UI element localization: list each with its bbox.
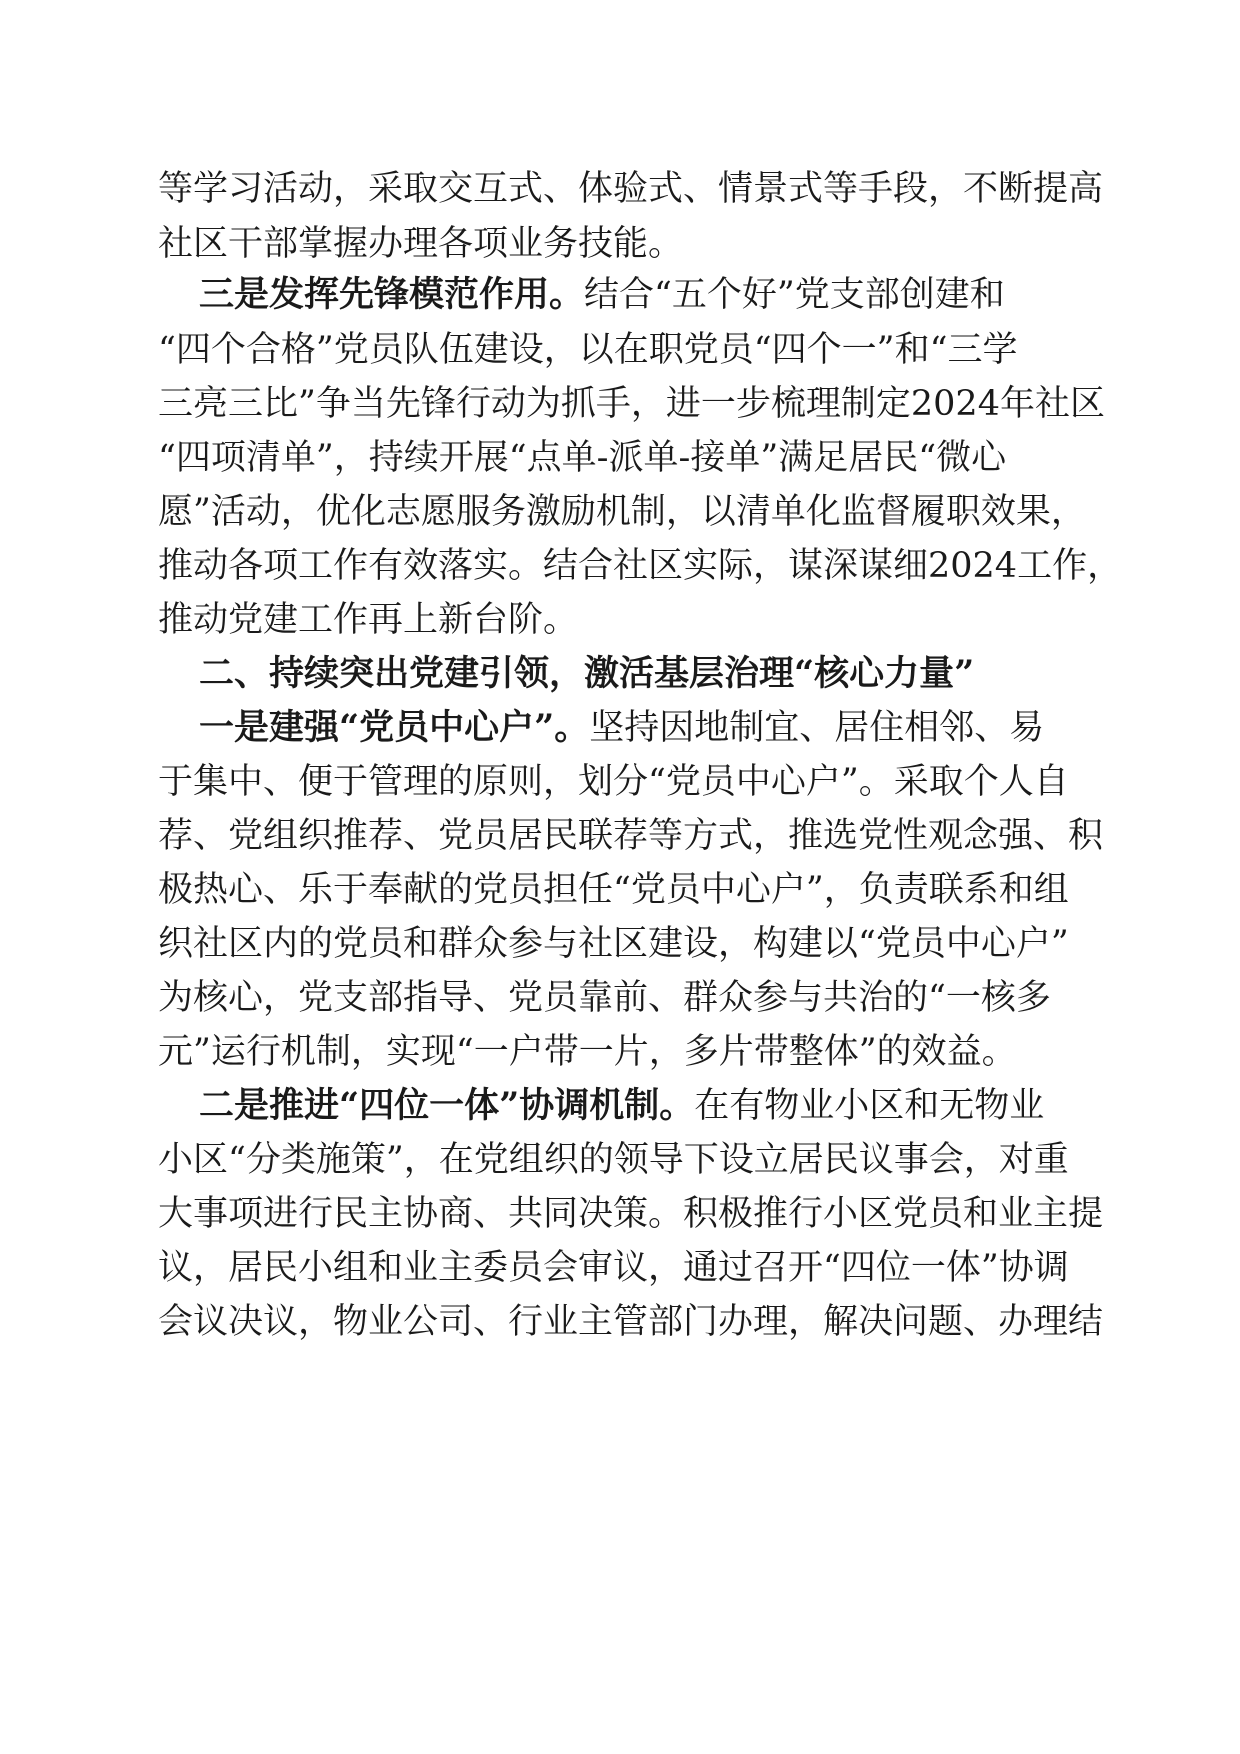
body-text-line: 大事项进行民主协商、共同决策。积极推行小区党员和业主提 xyxy=(158,1194,1104,1234)
body-text-line: 等学习活动，采取交互式、体验式、情景式等手段，不断提高 xyxy=(158,169,1104,209)
body-text-line: “四个合格”党员队伍建设，以在职党员“四个一”和“三学 xyxy=(158,330,1018,370)
body-text-line: 极热心、乐于奉献的党员担任“党员中心户”，负责联系和组 xyxy=(158,870,1069,910)
section-heading: 二、持续突出党建引领，激活基层治理“核心力量” xyxy=(199,653,975,694)
body-text-line: 推动党建工作再上新台阶。 xyxy=(158,600,579,640)
paragraph-line xyxy=(199,273,1005,317)
body-text: 结合“五个好”党支部创建和 xyxy=(584,275,1005,315)
body-text-line: 荐、党组织推荐、党员居民联荐等方式，推选党性观念强、积 xyxy=(158,816,1104,856)
body-text-line: 愿”活动，优化志愿服务激励机制，以清单化监督履职效果， xyxy=(158,492,1086,532)
body-text-line: 会议决议，物业公司、行业主管部门办理，解决问题、办理结 xyxy=(158,1302,1104,1342)
paragraph-heading: 三是发挥先锋模范作用。 xyxy=(199,274,585,315)
body-text-line: 为核心，党支部指导、党员靠前、群众参与共治的“一核多 xyxy=(158,978,1051,1018)
body-text: 坚持因地制宜、居住相邻、易 xyxy=(589,708,1045,748)
body-text-line: 小区“分类施策”，在党组织的领导下设立居民议事会，对重 xyxy=(158,1140,1069,1180)
body-text-line: “四项清单”，持续开展“点单-派单-接单”满足居民“微心 xyxy=(158,438,1007,478)
body-text-line: 议，居民小组和业主委员会审议，通过召开“四位一体”协调 xyxy=(158,1248,1069,1288)
paragraph-heading: 一是建强“党员中心户”。 xyxy=(199,707,590,748)
body-text-line: 三亮三比”争当先锋行动为抓手，进一步梳理制定2024年社区 xyxy=(158,384,1105,424)
paragraph-heading: 二是推进“四位一体”协调机制。 xyxy=(199,1085,695,1126)
body-text-line: 推动各项工作有效落实。结合社区实际，谋深谋细2024工作， xyxy=(158,546,1123,586)
body-text-line: 元”运行机制，实现“一户带一片，多片带整体”的效益。 xyxy=(158,1032,1017,1072)
body-text-line: 织社区内的党员和群众参与社区建设，构建以“党员中心户” xyxy=(158,924,1069,964)
body-text-line: 于集中、便于管理的原则，划分“党员中心户”。采取个人自 xyxy=(158,762,1069,802)
paragraph-line xyxy=(199,706,1044,750)
paragraph-line xyxy=(199,1084,1044,1128)
body-text: 在有物业小区和无物业 xyxy=(694,1086,1045,1126)
body-text-line: 社区干部掌握办理各项业务技能。 xyxy=(158,224,684,264)
